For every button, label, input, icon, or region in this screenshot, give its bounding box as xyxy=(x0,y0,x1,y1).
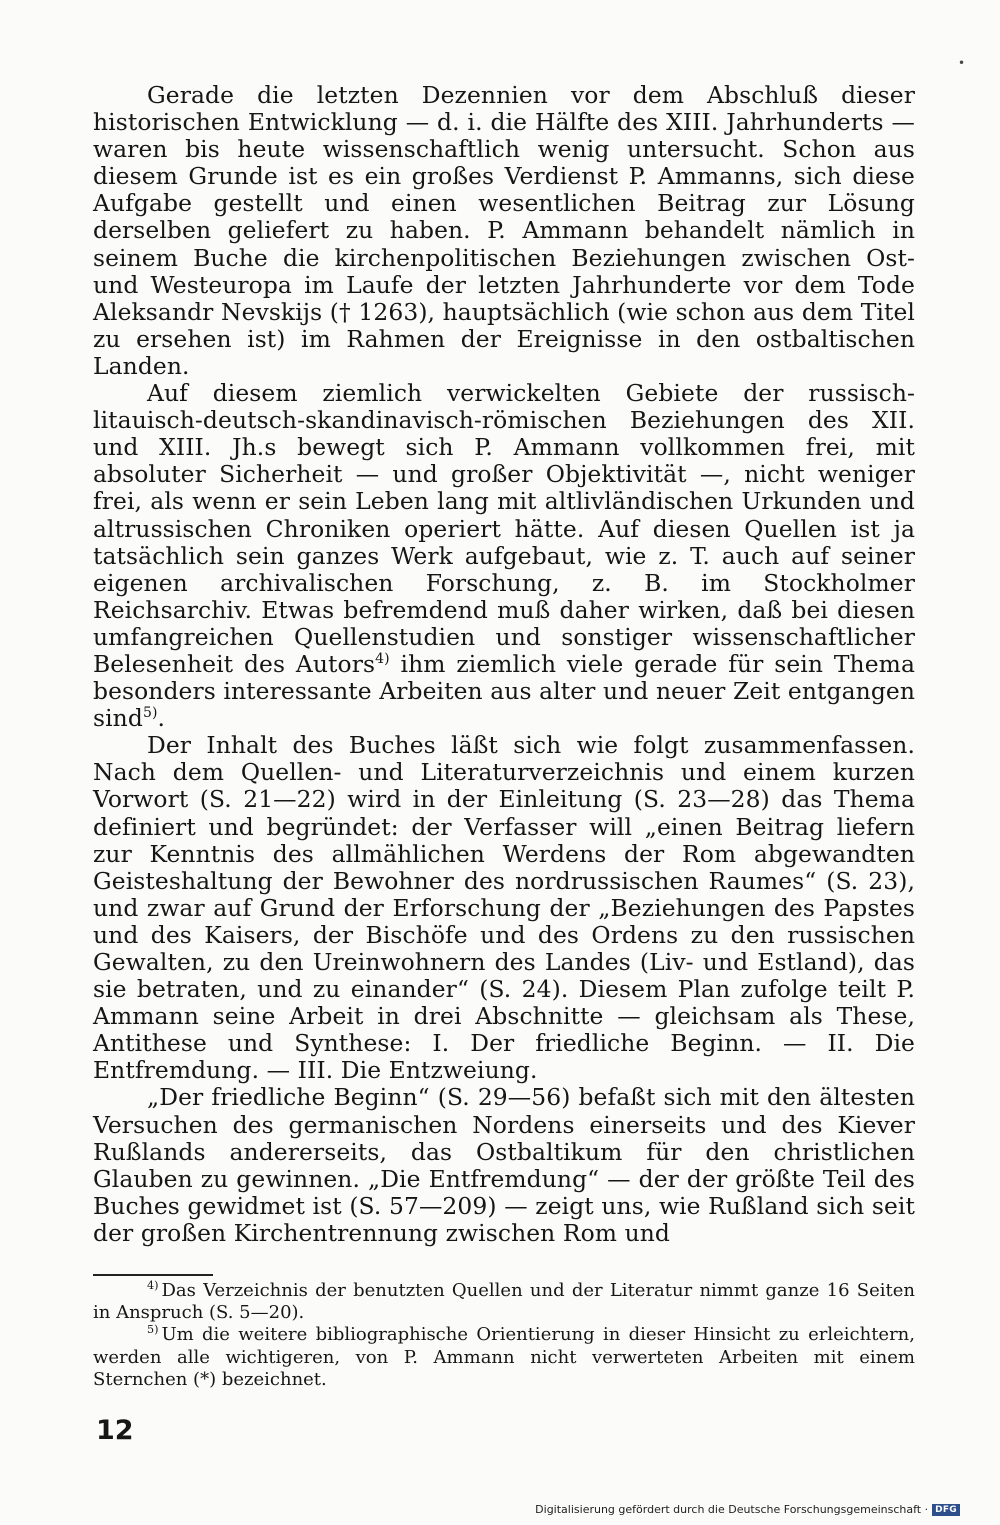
body-text xyxy=(93,82,915,1247)
footnote-5-text: Um die weitere bibliographische Orientierung in dieser Hinsicht zu erleichtern, werden alle wichtigeren, von P. Ammann nicht verwerteten Arbeiten mit einem Sternchen (*) bezeichnet. xyxy=(93,1324,915,1390)
paragraph-2 xyxy=(93,380,915,732)
paragraph-3: Der Inhalt des Buches läßt sich wie folgt zusammenfassen. Nach dem Quellen- und Literaturverzeichnis und einem kurzen Vorwort (S. 21—22) wird in der Einleitung (S. 23—28) das Thema definiert und begründet: der Verfasser will „einen Beitrag liefern zur Kenntnis des allmählichen Werdens der Rom abgewandten Geisteshaltung der Bewohner des nordrussischen Raumes“ (S. 23), und zwar auf Grund der Erforschung der „Beziehungen des Papstes und des Kaisers, der Bischöfe und des Ordens zu den russischen Gewalten, zu den Ureinwohnern des Landes (Liv- und Estland), das sie betraten, und zu einander“ (S. 24). Diesem Plan zufolge teilt P. Ammann seine Arbeit in drei Abschnitte — gleichsam als These, Antithese und Synthese: I. Der friedliche Beginn. — II. Die Entfremdung. — III. Die Entzweiung. xyxy=(93,731,915,1085)
page-number: 12 xyxy=(96,1415,134,1446)
footnote-5-marker: 5) xyxy=(147,1323,159,1337)
paragraph-2-text-a: Auf diesem ziemlich verwickelten Gebiete der russisch-litauisch-deutsch-skandinavisch-römischen Beziehungen des XII. und XIII. Jh.s bewegt sich P. Ammann vollkommen frei, mit absoluter Sicherheit — und großer Objektivität —, nicht weniger frei, als wenn er sein Leben lang mit altlivländischen Urkunden und altrussischen Chroniken operiert hätte. Auf diesen Quellen ist ja tatsächlich sein ganzes Werk aufgebaut, wie z. T. auch auf seiner eigenen archivalischen Forschung, z. B. im Stockholmer Reichsarchiv. Etwas befremdend muß daher wirken, daß bei diesen umfangreichen Quellenstudien und sonstiger wissenschaftlicher Belesenheit des Autors xyxy=(93,379,915,678)
footnote-ref-5: 5) xyxy=(142,705,158,722)
paragraph-2-text-c: . xyxy=(157,704,166,733)
paragraph-1: Gerade die letzten Dezennien vor dem Abschluß dieser historischen Entwicklung — d. i. die Hälfte des XIII. Jahrhunderts — waren bis heute wissenschaftlich wenig untersucht. Schon aus diesem Grunde ist es ein großes Verdienst P. Ammanns, sich diese Aufgabe gestellt und einen wesentlichen Beitrag zur Lösung derselben geliefert zu haben. P. Ammann behandelt nämlich in seinem Buche die kirchenpolitischen Beziehungen zwischen Ost- und Westeuropa im Laufe der letzten Jahrhunderte vor dem Tode Aleksandr Nevskijs († 1263), hauptsächlich (wie schon aus dem Titel zu ersehen ist) im Rahmen der Ereignisse in den ostbaltischen Landen. xyxy=(93,81,915,380)
scan-speck: • xyxy=(958,56,966,70)
footnote-divider xyxy=(93,1274,213,1276)
credit-text: Digitalisierung gefördert durch die Deutsche Forschungsgemeinschaft · xyxy=(535,1503,929,1516)
footnote-4 xyxy=(93,1280,915,1324)
paragraph-2-text-b: ihm ziemlich viele gerade für sein Thema besonders interessante Arbeiten aus alter und neuer Zeit entgangen sind xyxy=(93,649,915,733)
paragraph-4: „Der friedliche Beginn“ (S. 29—56) befaßt sich mit den ältesten Versuchen des germanischen Nordens einerseits und des Kiever Rußlands andererseits, das Ostbaltikum für den christlichen Glauben zu gewinnen. „Die Entfremdung“ — der der größte Teil des Buches gewidmet ist (S. 57—209) — zeigt uns, wie Rußland sich seit der großen Kirchentrennung zwischen Rom und xyxy=(93,1083,915,1247)
digitization-credit xyxy=(535,1503,960,1516)
footnote-4-text: Das Verzeichnis der benutzten Quellen und der Literatur nimmt ganze 16 Seiten in Anspruch (S. 5—20). xyxy=(93,1280,915,1324)
footnote-4-marker: 4) xyxy=(147,1279,159,1292)
footnote-ref-4: 4) xyxy=(375,651,390,668)
footnote-5 xyxy=(93,1324,915,1391)
footnotes xyxy=(93,1280,915,1391)
dfg-logo-icon: DFG xyxy=(932,1504,960,1516)
